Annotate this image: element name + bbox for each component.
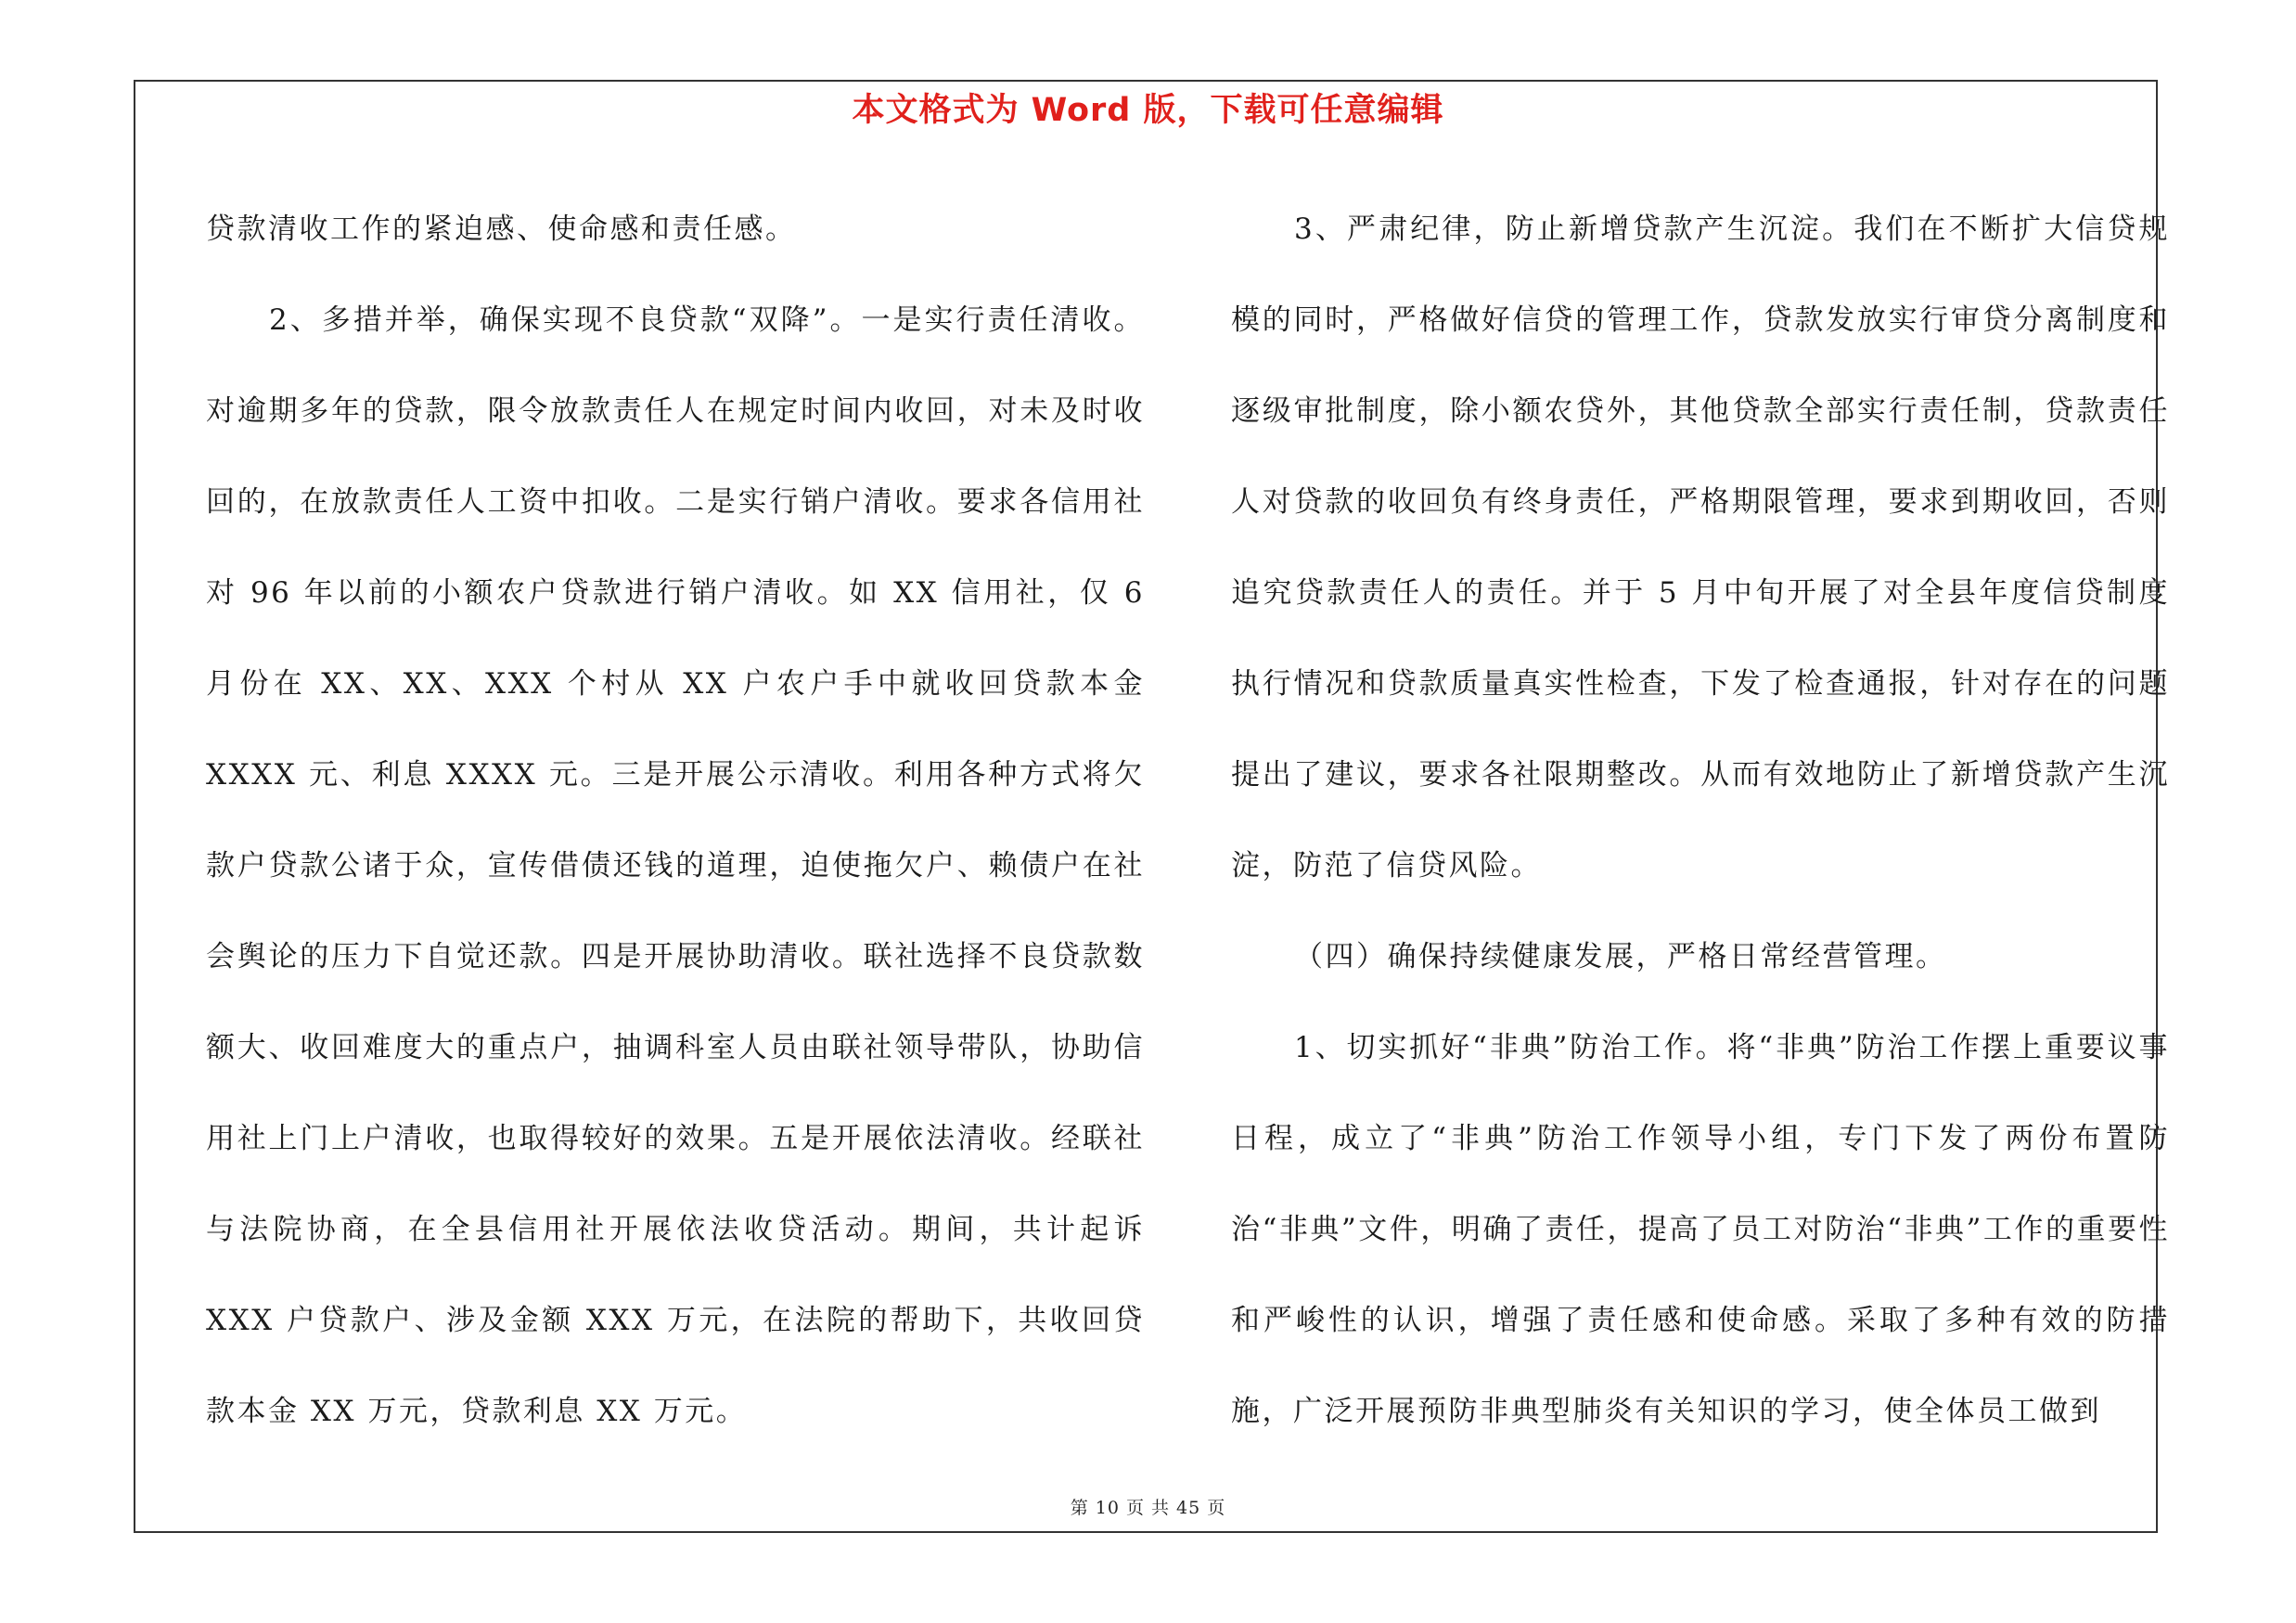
- page-number-footer: 第 10 页 共 45 页: [1070, 1498, 1226, 1518]
- right-text-column: [1231, 184, 2170, 1457]
- paragraph: 贷款清收工作的紧迫感、使命感和责任感。: [206, 213, 797, 246]
- paragraph: 2、多措并举，确保实现不良贷款“双降”。一是实行责任清收。对逾期多年的贷款，限令放款责任人在规定时间内收回，对未及时收回的，在放款责任人工资中扣收。二是实行销户清收。要求各信用社对 96 年以前的小额农户贷款进行销户清收。如 XX 信用社，仅 6 月份在 XX、XX、XXX 个村从 XX 户农户手中就收回贷款本金 XXXX 元、利息 XXXX 元。三是开展公示清收。利用各种方式将欠款户贷款公诸于众，宣传借债还钱的道理，迫使拖欠户、赖债户在社会舆论的压力下自觉还款。四是开展协助清收。联社选择不良贷款数额大、收回难度大的重点户，抽调科室人员由联社领导带队，协助信用社上门上户清收，也取得较好的效果。五是开展依法清收。经联社与法院协商，在全县信用社开展依法收贷活动。期间，共计起诉 XXX 户贷款户、涉及金额 XXX 万元，在法院的帮助下，共收回贷款本金 XX 万元，贷款利息 XX 万元。: [206, 303, 1145, 1428]
- paragraph: 1、切实抓好“非典”防治工作。将“非典”防治工作摆上重要议事日程，成立了“非典”防治工作领导小组，专门下发了两份布置防治“非典”文件，明确了责任，提高了员工对防治“非典”工作的重要性和严峻性的认识，增强了责任感和使命感。采取了多种有效的防措施，广泛开展预防非典型肺炎有关知识的学习，使全体员工做到: [1231, 1031, 2170, 1428]
- section-heading: （四）确保持续健康发展，严格日常经营管理。: [1294, 940, 1947, 973]
- document-header-title: 本文格式为 Word 版，下载可任意编辑: [852, 92, 1444, 129]
- paragraph: 3、严肃纪律，防止新增贷款产生沉淀。我们在不断扩大信贷规模的同时，严格做好信贷的管理工作，贷款发放实行审贷分离制度和逐级审批制度，除小额农贷外，其他贷款全部实行责任制，贷款责任人对贷款的收回负有终身责任，严格期限管理，要求到期收回，否则追究贷款责任人的责任。并于 5 月中旬开展了对全县年度信贷制度执行情况和贷款质量真实性检查，下发了检查通报，针对存在的问题提出了建议，要求各社限期整改。从而有效地防止了新增贷款产生沉淀，防范了信贷风险。: [1231, 213, 2170, 882]
- left-text-column: [206, 184, 1145, 1457]
